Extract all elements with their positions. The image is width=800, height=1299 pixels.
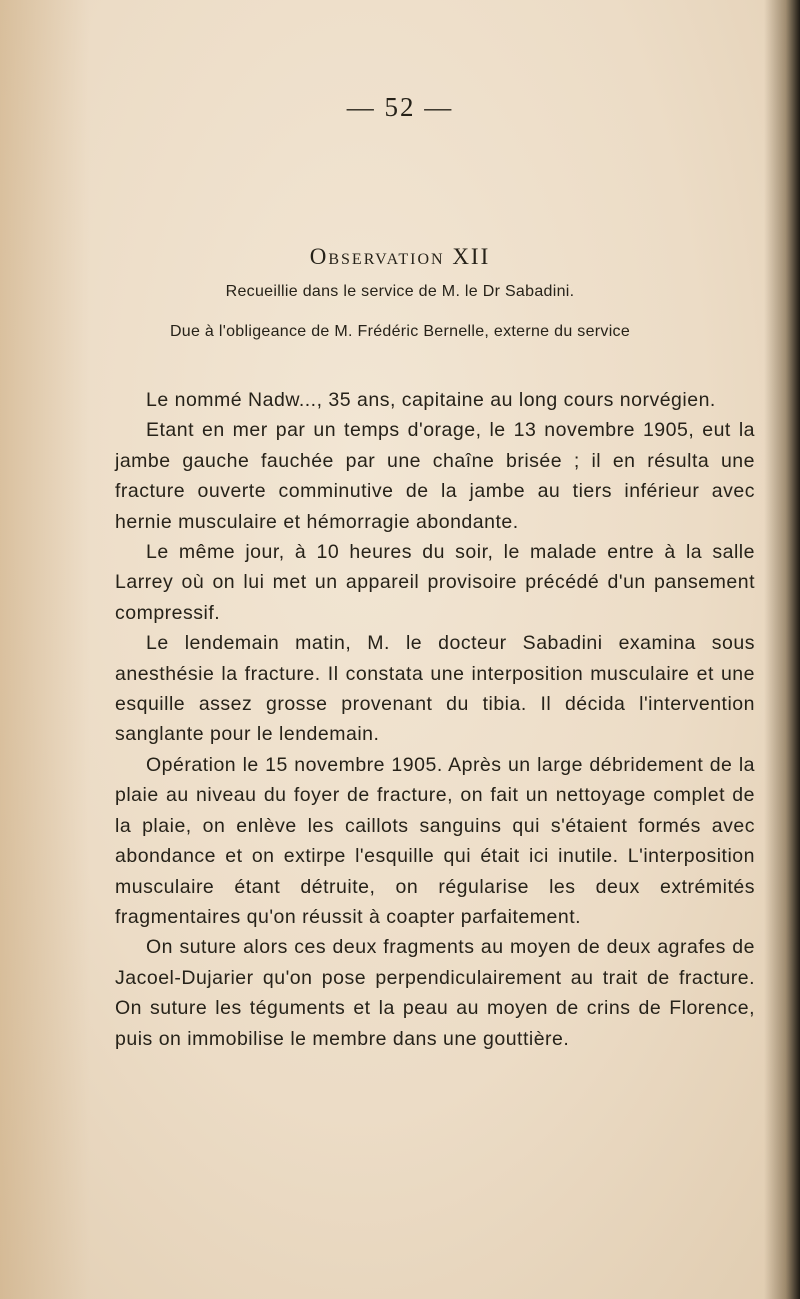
body-text: [115, 385, 755, 1054]
page-edge-shading-right: [764, 0, 800, 1299]
paragraph-operation: Opération le 15 novembre 1905. Après un large débridement de la plaie au niveau du foyer de fracture, on fait un nettoyage complet de la plaie, on enlève les caillots sanguins qui s'étaient formés avec abondance et on extirpe l'esquille qui était ici inutile. L'interposition musculaire étant détruite, on régularise les deux extrémités fragmentaires qu'on réussit à coapter parfaitement.: [115, 753, 755, 928]
paragraph-suture: On suture alors ces deux fragments au moyen de deux agrafes de Jacoel-Dujarier qu'on pose perpendiculairement au trait de fracture. On suture les téguments et la peau au moyen de crins de Florence, puis on immobilise le membre dans une gouttière.: [115, 936, 755, 1050]
observation-title: Observation XII: [309, 244, 491, 269]
paragraph-accident: Etant en mer par un temps d'orage, le 13 novembre 1905, eut la jambe gauche fauchée par une chaîne brisée ; il en résulta une fracture ouverte comminutive de la jambe au tiers inférieur avec hernie musculaire et hémorragie abondante.: [115, 419, 755, 533]
credit-line-service: Recueillie dans le service de M. le Dr Sabadini.: [225, 283, 575, 300]
paragraph-examination: Le lendemain matin, M. le docteur Sabadini examina sous anesthésie la fracture. Il constata une interposition musculaire et une esquille assez grosse provenant du tibia. Il décida l'intervention sanglante pour le lendemain.: [115, 632, 755, 746]
paragraph-patient: Le nommé Nadw..., 35 ans, capitaine au long cours norvégien.: [146, 389, 716, 411]
page-number: — 52 —: [346, 92, 454, 122]
page-edge-shading-left: [0, 0, 90, 1299]
paragraph-admission: Le même jour, à 10 heures du soir, le malade entre à la salle Larrey où on lui met un appareil provisoire précédé d'un pansement compressif.: [115, 541, 755, 624]
credit-line-author: Due à l'obligeance de M. Frédéric Bernelle, externe du service: [169, 323, 631, 340]
